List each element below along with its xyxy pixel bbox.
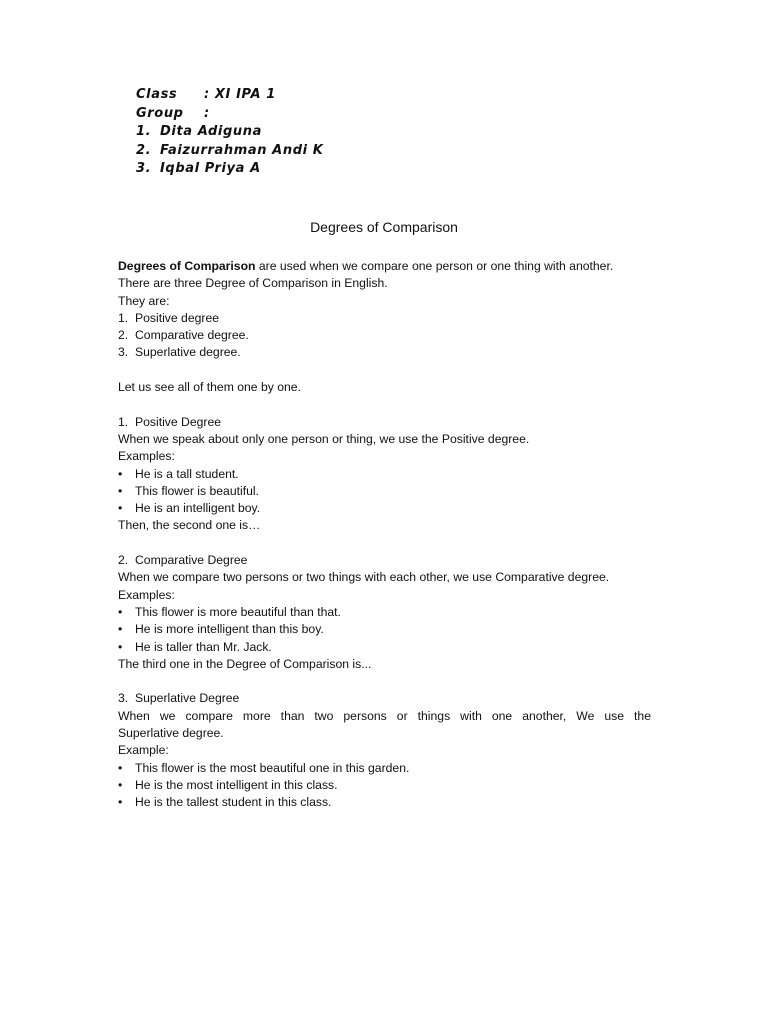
document-title: Degrees of Comparison [310,219,458,235]
example-item [118,760,651,777]
member-row [136,160,323,179]
example-text: He is the most intelligent in this class. [135,777,338,792]
bullet-icon: • [118,777,123,792]
example-item [118,604,651,621]
intro-rest: are used when we compare one person or one thing with another. [255,259,614,273]
example-text: He is the tallest student in this class. [135,795,332,810]
see-all-line: Let us see all of them one by one. [118,380,301,395]
section-description: When we speak about only one person or thing, we use the Positive degree. [118,431,530,446]
list-text: Superlative degree. [135,345,241,360]
member-number: 1. [136,124,152,139]
section-closing: Then, the second one is… [118,518,261,533]
examples-label: Examples: [118,449,175,464]
example-text: This flower is more beautiful than that. [135,604,341,619]
list-number: 2. [118,328,129,343]
bullet-icon: • [118,501,123,516]
group-row [136,105,323,124]
section-heading-positive [118,414,651,431]
list-number: 1. [118,310,129,325]
example-item [118,483,651,500]
member-row [136,142,323,161]
section-number: 2. [118,553,129,568]
bullet-icon: • [118,466,123,481]
example-item [118,466,651,483]
spacer [118,673,651,690]
examples-label: Example: [118,743,169,758]
examples-label: Examples: [118,587,175,602]
section-closing: The third one in the Degree of Comparison is... [118,656,372,671]
section-heading-text: Positive Degree [135,414,222,429]
list-text: Positive degree [135,310,220,325]
section-description: When we compare two persons or two things with each other, we use Comparative degree. [118,570,610,585]
list-number: 3. [118,345,129,360]
example-item [118,794,651,811]
example-item [118,639,651,656]
section-heading-text: Comparative Degree [135,553,248,568]
bullet-icon: • [118,639,123,654]
example-item [118,500,651,517]
list-item [118,310,651,327]
spacer [118,535,651,552]
example-text: This flower is beautiful. [135,483,259,498]
group-value: : [204,105,210,121]
spacer [118,396,651,413]
member-name: Dita Adiguna [160,124,262,139]
section-heading-text: Superlative Degree [135,691,240,706]
section-number: 1. [118,414,129,429]
example-item [118,777,651,794]
intro-line: There are three Degree of Comparison in English. [118,276,388,291]
section-heading-superlative [118,690,651,707]
example-text: He is an intelligent boy. [135,501,261,516]
bullet-icon: • [118,604,123,619]
class-row [136,86,323,105]
example-text: He is a tall student. [135,466,239,481]
intro-term: Degrees of Comparison [118,259,256,273]
spacer [118,362,651,379]
list-item [118,327,651,344]
member-number: 2. [136,142,152,158]
bullet-icon: • [118,622,123,637]
intro-line: They are: [118,293,170,308]
bullet-icon: • [118,483,123,498]
list-item [118,344,651,361]
intro-paragraph [118,258,651,275]
class-label: Class [136,87,178,102]
class-value: : XI IPA 1 [204,87,276,102]
member-name: Faizurrahman Andi K [160,142,324,158]
bullet-icon: • [118,760,123,775]
example-text: He is taller than Mr. Jack. [135,639,272,654]
section-number: 3. [118,691,129,706]
member-row [136,123,323,142]
member-number: 3. [136,161,152,176]
example-text: He is more intelligent than this boy. [135,622,324,637]
member-name: Iqbal Priya A [160,161,261,176]
group-info-header [136,86,323,179]
section-heading-comparative [118,552,651,569]
section-description-cont: Superlative degree. [118,726,224,741]
list-text: Comparative degree. [135,328,249,343]
group-label: Group [136,105,184,121]
section-description: When we compare more than two persons or things with one another, We use the [118,708,651,723]
example-item [118,621,651,638]
document-body [118,258,651,812]
bullet-icon: • [118,795,123,810]
example-text: This flower is the most beautiful one in this garden. [135,760,410,775]
